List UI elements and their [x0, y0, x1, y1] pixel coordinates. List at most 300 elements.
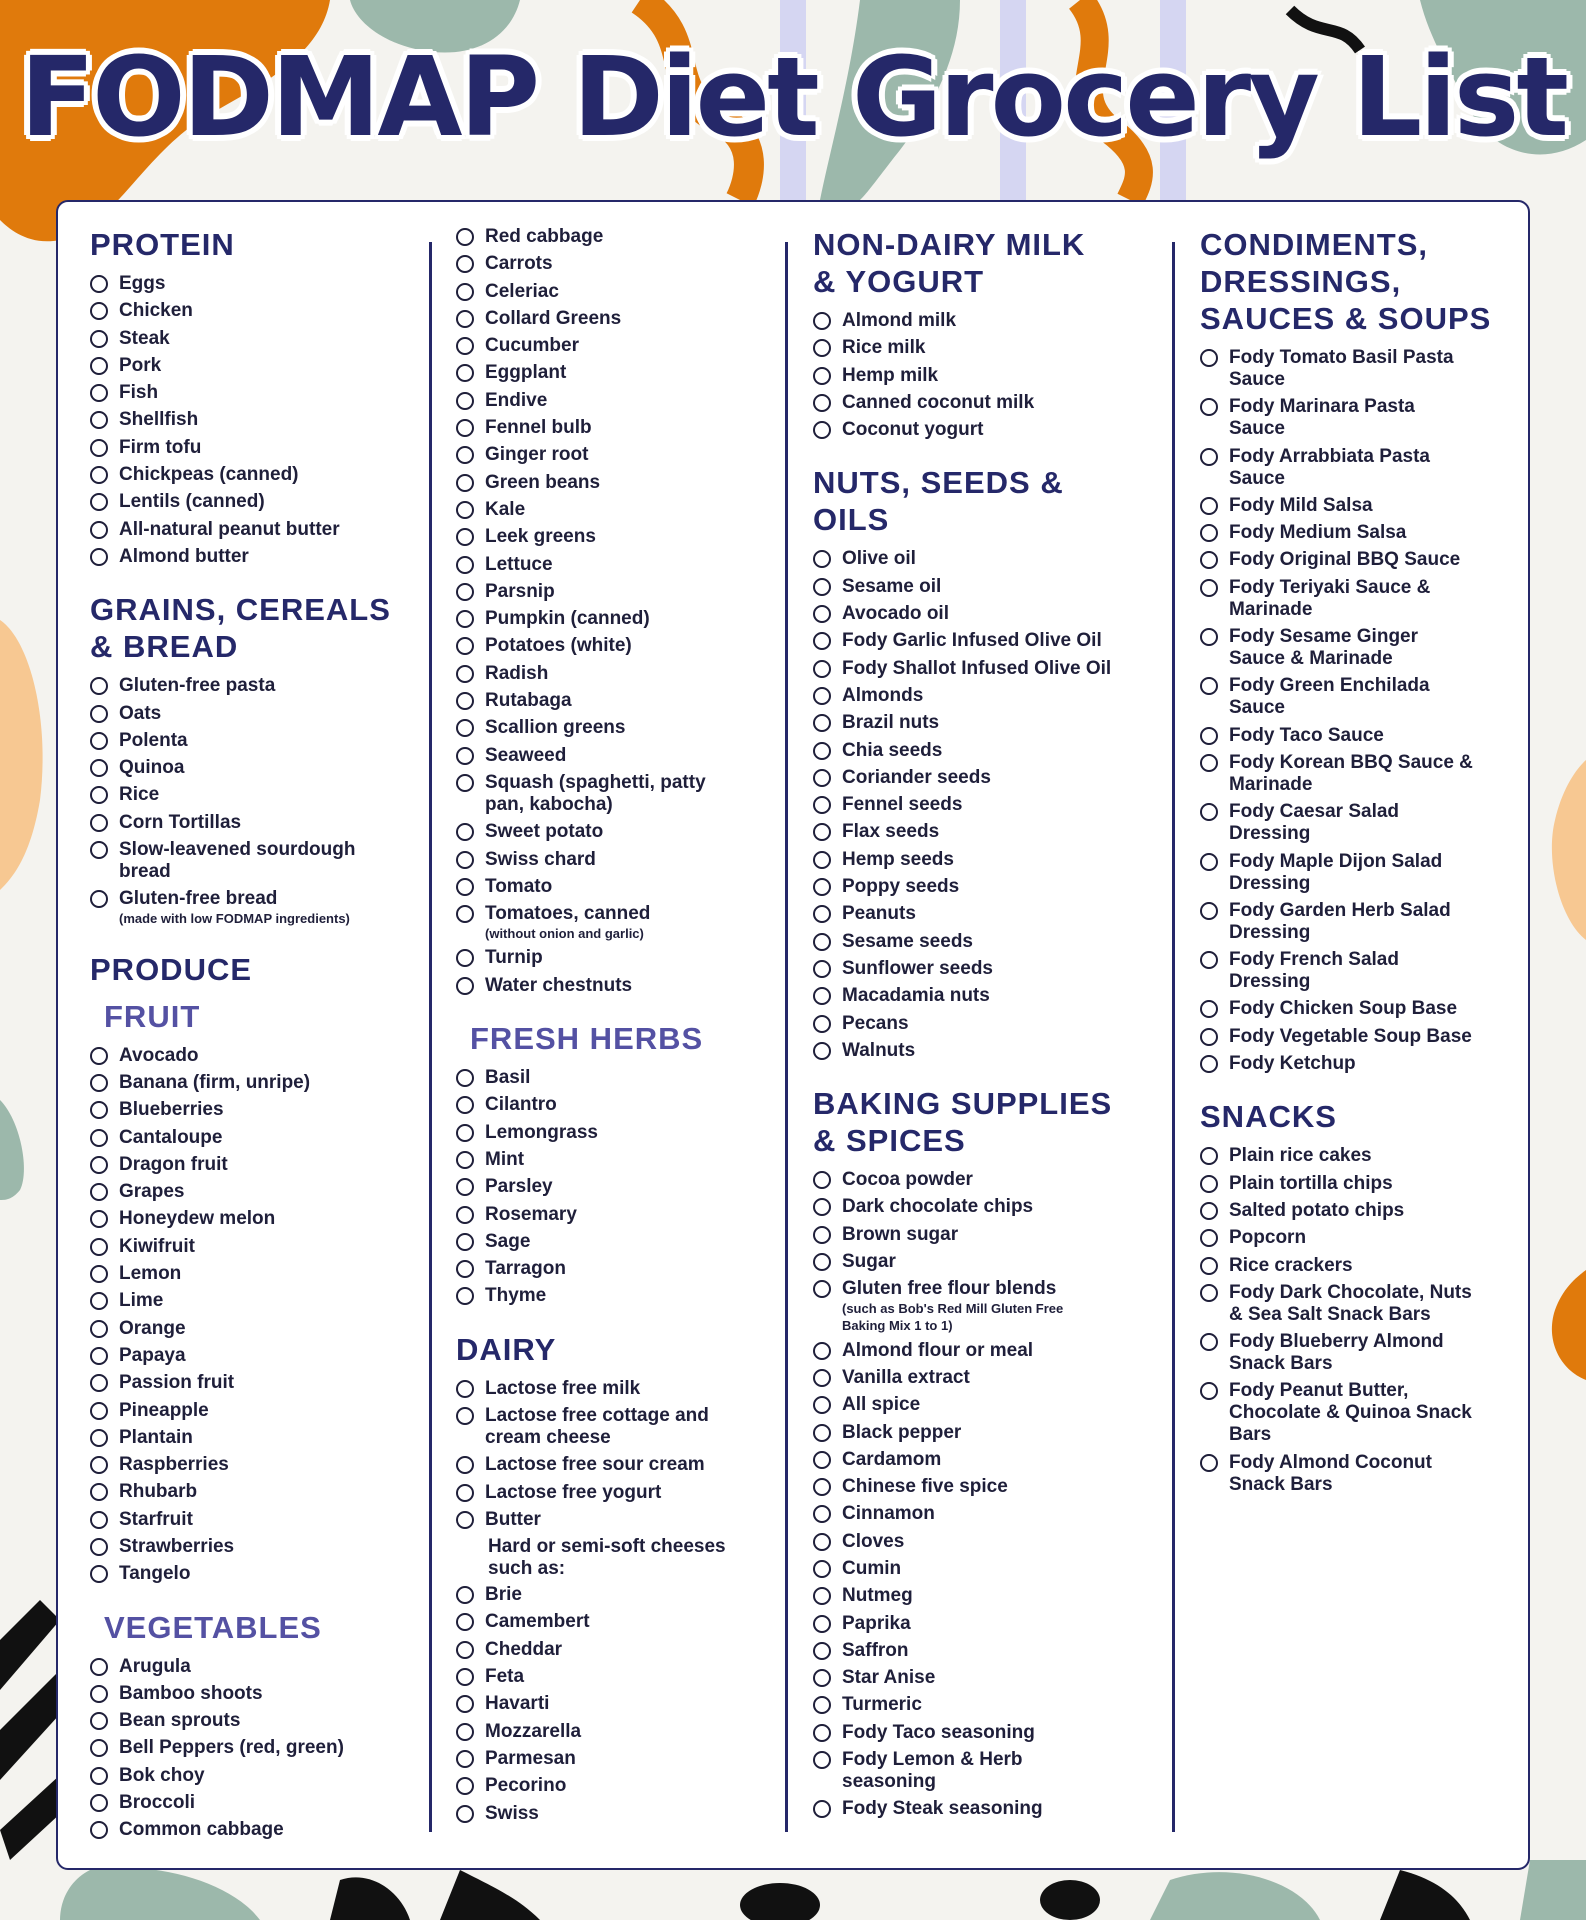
checkbox-circle-icon[interactable]	[813, 1042, 831, 1060]
list-item[interactable]	[456, 1405, 766, 1449]
list-item[interactable]	[456, 253, 766, 275]
list-item[interactable]	[456, 1509, 766, 1531]
checkbox-circle-icon[interactable]	[1200, 497, 1218, 515]
checkbox-circle-icon[interactable]	[456, 637, 474, 655]
list-item[interactable]	[90, 1263, 410, 1285]
list-item[interactable]	[90, 1737, 410, 1759]
checkbox-circle-icon[interactable]	[90, 814, 108, 832]
checkbox-circle-icon[interactable]	[90, 439, 108, 457]
checkbox-circle-icon[interactable]	[1200, 1333, 1218, 1351]
checkbox-circle-icon[interactable]	[90, 1101, 108, 1119]
list-item[interactable]	[456, 1454, 766, 1476]
list-item[interactable]	[90, 1072, 410, 1094]
list-item[interactable]	[1200, 900, 1510, 944]
checkbox-circle-icon[interactable]	[90, 841, 108, 859]
checkbox-circle-icon[interactable]	[813, 796, 831, 814]
list-item[interactable]	[813, 1449, 1153, 1471]
checkbox-circle-icon[interactable]	[90, 890, 108, 908]
list-item[interactable]	[1200, 1380, 1510, 1446]
list-item[interactable]	[1200, 577, 1510, 621]
checkbox-circle-icon[interactable]	[90, 493, 108, 511]
checkbox-circle-icon[interactable]	[813, 605, 831, 623]
checkbox-circle-icon[interactable]	[813, 312, 831, 330]
list-item[interactable]	[813, 337, 1153, 359]
checkbox-circle-icon[interactable]	[90, 1156, 108, 1174]
checkbox-circle-icon[interactable]	[813, 1198, 831, 1216]
checkbox-circle-icon[interactable]	[456, 692, 474, 710]
list-item[interactable]	[456, 499, 766, 521]
checkbox-circle-icon[interactable]	[456, 747, 474, 765]
list-item[interactable]	[90, 1536, 410, 1558]
list-item[interactable]	[813, 1013, 1153, 1035]
list-item[interactable]	[90, 730, 410, 752]
list-item[interactable]	[813, 1340, 1153, 1362]
list-item[interactable]	[90, 1792, 410, 1814]
list-item[interactable]	[813, 849, 1153, 871]
checkbox-circle-icon[interactable]	[813, 1396, 831, 1414]
list-item[interactable]	[456, 1378, 766, 1400]
list-item[interactable]	[90, 1454, 410, 1476]
checkbox-circle-icon[interactable]	[813, 367, 831, 385]
checkbox-circle-icon[interactable]	[456, 1124, 474, 1142]
checkbox-circle-icon[interactable]	[1200, 754, 1218, 772]
list-item[interactable]	[813, 1667, 1153, 1689]
checkbox-circle-icon[interactable]	[813, 742, 831, 760]
checkbox-circle-icon[interactable]	[456, 1151, 474, 1169]
checkbox-circle-icon[interactable]	[813, 1253, 831, 1271]
list-item[interactable]	[813, 1694, 1153, 1716]
list-item[interactable]	[456, 1258, 766, 1280]
list-item[interactable]	[813, 576, 1153, 598]
list-item[interactable]	[813, 1640, 1153, 1662]
checkbox-circle-icon[interactable]	[456, 1287, 474, 1305]
list-item[interactable]	[813, 1169, 1153, 1191]
checkbox-circle-icon[interactable]	[90, 759, 108, 777]
list-item[interactable]	[456, 1149, 766, 1171]
checkbox-circle-icon[interactable]	[813, 878, 831, 896]
list-item[interactable]	[456, 947, 766, 969]
list-item[interactable]	[1200, 1053, 1510, 1075]
list-item[interactable]	[1200, 725, 1510, 747]
list-item[interactable]	[90, 1710, 410, 1732]
list-item[interactable]	[1200, 1227, 1510, 1249]
list-item[interactable]	[456, 1285, 766, 1307]
list-item[interactable]	[90, 491, 410, 513]
list-item[interactable]	[456, 745, 766, 767]
checkbox-circle-icon[interactable]	[456, 1723, 474, 1741]
list-item[interactable]	[813, 365, 1153, 387]
checkbox-circle-icon[interactable]	[456, 556, 474, 574]
checkbox-circle-icon[interactable]	[456, 228, 474, 246]
list-item[interactable]	[813, 985, 1153, 1007]
checkbox-circle-icon[interactable]	[813, 1615, 831, 1633]
checkbox-circle-icon[interactable]	[813, 1342, 831, 1360]
checkbox-circle-icon[interactable]	[456, 949, 474, 967]
list-item[interactable]	[1200, 522, 1510, 544]
list-item[interactable]	[813, 821, 1153, 843]
checkbox-circle-icon[interactable]	[456, 1668, 474, 1686]
list-item[interactable]	[90, 464, 410, 486]
checkbox-circle-icon[interactable]	[456, 364, 474, 382]
checkbox-circle-icon[interactable]	[90, 548, 108, 566]
checkbox-circle-icon[interactable]	[813, 1280, 831, 1298]
list-item[interactable]	[456, 335, 766, 357]
checkbox-circle-icon[interactable]	[813, 1171, 831, 1189]
list-item[interactable]	[90, 1045, 410, 1067]
checkbox-circle-icon[interactable]	[456, 1750, 474, 1768]
checkbox-circle-icon[interactable]	[456, 310, 474, 328]
list-item[interactable]	[90, 1400, 410, 1422]
checkbox-circle-icon[interactable]	[813, 1015, 831, 1033]
checkbox-circle-icon[interactable]	[813, 1800, 831, 1818]
list-item[interactable]	[813, 1196, 1153, 1218]
list-item[interactable]	[90, 1181, 410, 1203]
list-item[interactable]	[456, 1094, 766, 1116]
checkbox-circle-icon[interactable]	[1200, 1284, 1218, 1302]
checkbox-circle-icon[interactable]	[1200, 853, 1218, 871]
list-item[interactable]	[90, 1563, 410, 1585]
checkbox-circle-icon[interactable]	[456, 501, 474, 519]
checkbox-circle-icon[interactable]	[456, 1641, 474, 1659]
checkbox-circle-icon[interactable]	[813, 1724, 831, 1742]
checkbox-circle-icon[interactable]	[813, 421, 831, 439]
checkbox-circle-icon[interactable]	[456, 583, 474, 601]
list-item[interactable]	[1200, 1145, 1510, 1167]
checkbox-circle-icon[interactable]	[90, 1483, 108, 1501]
list-item[interactable]	[456, 444, 766, 466]
checkbox-circle-icon[interactable]	[456, 419, 474, 437]
list-item[interactable]	[813, 958, 1153, 980]
list-item[interactable]	[813, 1798, 1153, 1820]
checkbox-circle-icon[interactable]	[90, 302, 108, 320]
checkbox-circle-icon[interactable]	[90, 1047, 108, 1065]
checkbox-circle-icon[interactable]	[456, 392, 474, 410]
checkbox-circle-icon[interactable]	[456, 823, 474, 841]
list-item[interactable]	[813, 548, 1153, 570]
list-item[interactable]	[90, 382, 410, 404]
list-item[interactable]	[1200, 626, 1510, 670]
list-item[interactable]	[813, 419, 1153, 441]
list-item[interactable]	[90, 1683, 410, 1705]
list-item[interactable]	[813, 1476, 1153, 1498]
list-item[interactable]	[456, 1204, 766, 1226]
checkbox-circle-icon[interactable]	[456, 1233, 474, 1251]
list-item[interactable]	[456, 1482, 766, 1504]
list-item[interactable]	[456, 717, 766, 739]
checkbox-circle-icon[interactable]	[456, 337, 474, 355]
checkbox-circle-icon[interactable]	[456, 905, 474, 923]
list-item[interactable]	[90, 300, 410, 322]
list-item[interactable]	[456, 1666, 766, 1688]
checkbox-circle-icon[interactable]	[90, 411, 108, 429]
checkbox-circle-icon[interactable]	[813, 1560, 831, 1578]
checkbox-circle-icon[interactable]	[90, 1511, 108, 1529]
checkbox-circle-icon[interactable]	[90, 1210, 108, 1228]
list-item[interactable]	[456, 608, 766, 630]
list-item[interactable]	[90, 757, 410, 779]
list-item[interactable]	[456, 1748, 766, 1770]
list-item[interactable]	[456, 1611, 766, 1633]
list-item[interactable]	[813, 1224, 1153, 1246]
checkbox-circle-icon[interactable]	[1200, 1175, 1218, 1193]
checkbox-circle-icon[interactable]	[813, 960, 831, 978]
list-item[interactable]	[90, 703, 410, 725]
list-item[interactable]	[1200, 396, 1510, 440]
checkbox-circle-icon[interactable]	[813, 394, 831, 412]
list-item[interactable]	[456, 1775, 766, 1797]
checkbox-circle-icon[interactable]	[456, 1456, 474, 1474]
checkbox-circle-icon[interactable]	[456, 528, 474, 546]
checkbox-circle-icon[interactable]	[1200, 727, 1218, 745]
checkbox-circle-icon[interactable]	[813, 1669, 831, 1687]
list-item[interactable]	[456, 281, 766, 303]
list-item[interactable]	[90, 1345, 410, 1367]
checkbox-circle-icon[interactable]	[1200, 1202, 1218, 1220]
list-item[interactable]	[456, 1693, 766, 1715]
checkbox-circle-icon[interactable]	[813, 550, 831, 568]
checkbox-circle-icon[interactable]	[90, 330, 108, 348]
checkbox-circle-icon[interactable]	[813, 905, 831, 923]
list-item[interactable]	[1200, 801, 1510, 845]
checkbox-circle-icon[interactable]	[813, 1533, 831, 1551]
list-item[interactable]	[456, 1584, 766, 1606]
list-item[interactable]	[456, 1122, 766, 1144]
list-item[interactable]	[90, 1427, 410, 1449]
checkbox-circle-icon[interactable]	[813, 660, 831, 678]
checkbox-circle-icon[interactable]	[1200, 1229, 1218, 1247]
checkbox-circle-icon[interactable]	[90, 275, 108, 293]
checkbox-circle-icon[interactable]	[813, 1696, 831, 1714]
list-item[interactable]	[813, 630, 1153, 652]
checkbox-circle-icon[interactable]	[813, 687, 831, 705]
checkbox-circle-icon[interactable]	[456, 1407, 474, 1425]
checkbox-circle-icon[interactable]	[813, 933, 831, 951]
list-item[interactable]	[90, 1765, 410, 1787]
list-item[interactable]	[90, 546, 410, 568]
list-item[interactable]	[456, 772, 766, 816]
list-item[interactable]	[813, 1722, 1153, 1744]
checkbox-circle-icon[interactable]	[813, 1451, 831, 1469]
checkbox-circle-icon[interactable]	[90, 1074, 108, 1092]
checkbox-circle-icon[interactable]	[1200, 628, 1218, 646]
checkbox-circle-icon[interactable]	[456, 878, 474, 896]
checkbox-circle-icon[interactable]	[456, 446, 474, 464]
list-item[interactable]	[456, 663, 766, 685]
list-item[interactable]	[1200, 675, 1510, 719]
checkbox-circle-icon[interactable]	[90, 1456, 108, 1474]
list-item[interactable]	[90, 1372, 410, 1394]
checkbox-circle-icon[interactable]	[456, 255, 474, 273]
checkbox-circle-icon[interactable]	[813, 823, 831, 841]
list-item[interactable]	[90, 1481, 410, 1503]
list-item[interactable]	[813, 1278, 1153, 1334]
list-item[interactable]	[1200, 1255, 1510, 1277]
checkbox-circle-icon[interactable]	[813, 851, 831, 869]
checkbox-circle-icon[interactable]	[90, 1685, 108, 1703]
checkbox-circle-icon[interactable]	[1200, 902, 1218, 920]
checkbox-circle-icon[interactable]	[456, 1380, 474, 1398]
checkbox-circle-icon[interactable]	[456, 1206, 474, 1224]
list-item[interactable]	[456, 1639, 766, 1661]
checkbox-circle-icon[interactable]	[456, 851, 474, 869]
list-item[interactable]	[90, 1236, 410, 1258]
checkbox-circle-icon[interactable]	[1200, 551, 1218, 569]
list-item[interactable]	[1200, 949, 1510, 993]
checkbox-circle-icon[interactable]	[90, 1292, 108, 1310]
list-item[interactable]	[456, 903, 766, 942]
checkbox-circle-icon[interactable]	[813, 1587, 831, 1605]
checkbox-circle-icon[interactable]	[1200, 524, 1218, 542]
checkbox-circle-icon[interactable]	[456, 719, 474, 737]
checkbox-circle-icon[interactable]	[813, 1226, 831, 1244]
list-item[interactable]	[456, 417, 766, 439]
checkbox-circle-icon[interactable]	[456, 1178, 474, 1196]
checkbox-circle-icon[interactable]	[1200, 579, 1218, 597]
list-item[interactable]	[456, 1176, 766, 1198]
list-item[interactable]	[813, 1251, 1153, 1273]
checkbox-circle-icon[interactable]	[90, 786, 108, 804]
list-item[interactable]	[813, 1749, 1153, 1793]
checkbox-circle-icon[interactable]	[813, 1478, 831, 1496]
list-item[interactable]	[813, 1394, 1153, 1416]
list-item[interactable]	[90, 437, 410, 459]
checkbox-circle-icon[interactable]	[1200, 803, 1218, 821]
list-item[interactable]	[813, 1585, 1153, 1607]
list-item[interactable]	[1200, 347, 1510, 391]
list-item[interactable]	[813, 658, 1153, 680]
list-item[interactable]	[456, 472, 766, 494]
checkbox-circle-icon[interactable]	[813, 578, 831, 596]
list-item[interactable]	[1200, 1173, 1510, 1195]
checkbox-circle-icon[interactable]	[813, 1424, 831, 1442]
list-item[interactable]	[456, 1803, 766, 1825]
checkbox-circle-icon[interactable]	[90, 466, 108, 484]
list-item[interactable]	[1200, 1026, 1510, 1048]
list-item[interactable]	[456, 554, 766, 576]
list-item[interactable]	[813, 931, 1153, 953]
checkbox-circle-icon[interactable]	[456, 1613, 474, 1631]
list-item[interactable]	[456, 975, 766, 997]
checkbox-circle-icon[interactable]	[456, 977, 474, 995]
list-item[interactable]	[1200, 1200, 1510, 1222]
checkbox-circle-icon[interactable]	[90, 1402, 108, 1420]
checkbox-circle-icon[interactable]	[456, 1260, 474, 1278]
list-item[interactable]	[1200, 851, 1510, 895]
list-item[interactable]	[813, 685, 1153, 707]
list-item[interactable]	[90, 1208, 410, 1230]
list-item[interactable]	[90, 812, 410, 834]
checkbox-circle-icon[interactable]	[1200, 1028, 1218, 1046]
checkbox-circle-icon[interactable]	[90, 1238, 108, 1256]
checkbox-circle-icon[interactable]	[456, 1695, 474, 1713]
list-item[interactable]	[90, 839, 410, 883]
checkbox-circle-icon[interactable]	[90, 384, 108, 402]
checkbox-circle-icon[interactable]	[90, 1767, 108, 1785]
checkbox-circle-icon[interactable]	[456, 1805, 474, 1823]
checkbox-circle-icon[interactable]	[813, 632, 831, 650]
checkbox-circle-icon[interactable]	[90, 677, 108, 695]
checkbox-circle-icon[interactable]	[90, 1347, 108, 1365]
list-item[interactable]	[813, 740, 1153, 762]
list-item[interactable]	[90, 273, 410, 295]
list-item[interactable]	[90, 519, 410, 541]
checkbox-circle-icon[interactable]	[813, 1505, 831, 1523]
checkbox-circle-icon[interactable]	[90, 732, 108, 750]
list-item[interactable]	[90, 1290, 410, 1312]
checkbox-circle-icon[interactable]	[813, 339, 831, 357]
list-item[interactable]	[1200, 446, 1510, 490]
checkbox-circle-icon[interactable]	[90, 1658, 108, 1676]
checkbox-circle-icon[interactable]	[90, 1565, 108, 1583]
checkbox-circle-icon[interactable]	[456, 1511, 474, 1529]
list-item[interactable]	[456, 690, 766, 712]
checkbox-circle-icon[interactable]	[456, 474, 474, 492]
list-item[interactable]	[1200, 998, 1510, 1020]
checkbox-circle-icon[interactable]	[90, 1739, 108, 1757]
list-item[interactable]	[813, 712, 1153, 734]
list-item[interactable]	[813, 1531, 1153, 1553]
list-item[interactable]	[1200, 752, 1510, 796]
list-item[interactable]	[90, 1099, 410, 1121]
checkbox-circle-icon[interactable]	[813, 1369, 831, 1387]
list-item[interactable]	[456, 635, 766, 657]
list-item[interactable]	[813, 1040, 1153, 1062]
checkbox-circle-icon[interactable]	[813, 714, 831, 732]
checkbox-circle-icon[interactable]	[90, 1129, 108, 1147]
checkbox-circle-icon[interactable]	[1200, 1055, 1218, 1073]
checkbox-circle-icon[interactable]	[90, 705, 108, 723]
list-item[interactable]	[813, 794, 1153, 816]
list-item[interactable]	[456, 849, 766, 871]
list-item[interactable]	[813, 392, 1153, 414]
checkbox-circle-icon[interactable]	[456, 610, 474, 628]
checkbox-circle-icon[interactable]	[456, 1777, 474, 1795]
list-item[interactable]	[456, 390, 766, 412]
checkbox-circle-icon[interactable]	[456, 1484, 474, 1502]
list-item[interactable]	[813, 603, 1153, 625]
list-item[interactable]	[90, 1154, 410, 1176]
checkbox-circle-icon[interactable]	[1200, 1000, 1218, 1018]
list-item[interactable]	[1200, 495, 1510, 517]
checkbox-circle-icon[interactable]	[813, 1751, 831, 1769]
checkbox-circle-icon[interactable]	[90, 357, 108, 375]
checkbox-circle-icon[interactable]	[90, 1265, 108, 1283]
checkbox-circle-icon[interactable]	[813, 1642, 831, 1660]
list-item[interactable]	[90, 888, 410, 927]
list-item[interactable]	[90, 409, 410, 431]
checkbox-circle-icon[interactable]	[1200, 1147, 1218, 1165]
list-item[interactable]	[456, 821, 766, 843]
checkbox-circle-icon[interactable]	[90, 521, 108, 539]
list-item[interactable]	[1200, 1282, 1510, 1326]
checkbox-circle-icon[interactable]	[1200, 951, 1218, 969]
list-item[interactable]	[456, 226, 766, 248]
list-item[interactable]	[813, 1613, 1153, 1635]
list-item[interactable]	[456, 876, 766, 898]
checkbox-circle-icon[interactable]	[456, 774, 474, 792]
list-item[interactable]	[90, 784, 410, 806]
list-item[interactable]	[456, 581, 766, 603]
checkbox-circle-icon[interactable]	[456, 665, 474, 683]
checkbox-circle-icon[interactable]	[456, 1069, 474, 1087]
list-item[interactable]	[456, 526, 766, 548]
list-item[interactable]	[1200, 1331, 1510, 1375]
list-item[interactable]	[456, 1231, 766, 1253]
checkbox-circle-icon[interactable]	[90, 1538, 108, 1556]
list-item[interactable]	[456, 1067, 766, 1089]
checkbox-circle-icon[interactable]	[1200, 1382, 1218, 1400]
checkbox-circle-icon[interactable]	[456, 1096, 474, 1114]
